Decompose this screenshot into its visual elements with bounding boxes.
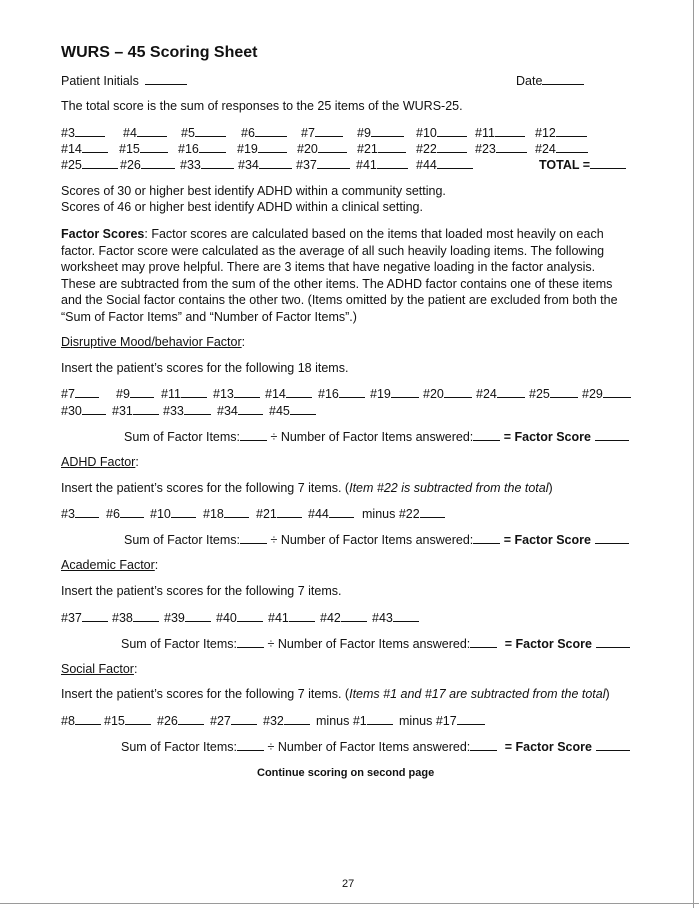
factor-item [112,610,159,626]
factor-item [263,713,310,729]
count-blank [473,532,500,544]
score-blank [437,141,467,153]
item-number: #20 [423,387,444,401]
total-item [475,125,525,141]
insert-text: Insert the patient’s scores for the following 7 items. ( [61,481,350,495]
divide-label: ÷ Number of Factor Items answered: [267,740,471,754]
factor-item [318,386,365,402]
score-blank [556,125,587,137]
item-number: #30 [61,404,82,418]
item-number: #38 [112,611,133,625]
factor-item [210,713,257,729]
adhd-factor-heading: ADHD Factor: [61,455,139,469]
mood-factor-heading: Disruptive Mood/behavior Factor: [61,335,246,349]
score-blank [497,386,525,398]
score-blank [371,125,404,137]
factor-item [106,506,144,522]
total-item [61,141,108,157]
score-blank [391,386,419,398]
factor-scores-text: : Factor scores are calculated based on the items that loaded most heavily on each [144,227,604,241]
score-blank [284,713,310,725]
item-number: #6 [106,507,120,521]
item-number: #16 [318,387,339,401]
adhd-factor-title: ADHD Factor [61,455,136,469]
score-blank [286,386,312,398]
divide-label: ÷ Number of Factor Items answered: [270,533,474,547]
minus-item: minus #22 [362,507,420,521]
score-blank [195,125,226,137]
item-number: #21 [256,507,277,521]
score-blank [120,506,144,518]
minus-item: minus #1 [316,714,367,728]
score-blank [231,713,257,725]
sum-label: Sum of Factor Items: [124,533,241,547]
item-number: #15 [119,142,140,156]
total-item [241,125,287,141]
total-item [61,157,118,173]
total-item [120,157,175,173]
factor-score-label: = Factor Score [503,430,591,444]
factor-item [372,610,419,626]
factor-item [116,386,154,402]
factor-item [61,403,106,419]
patient-initials-blank [145,73,187,85]
factor-item [164,610,211,626]
academic-factor-heading: Academic Factor: [61,558,159,572]
divide-label: ÷ Number of Factor Items answered: [267,637,471,651]
factor-item [268,610,315,626]
score-blank [420,506,445,518]
count-blank [470,739,497,751]
item-number: #7 [301,126,315,140]
total-item [61,125,105,141]
factor-scores-line: These are subtracted from the sum of the other items. The ADHD factor contains one of these items [61,276,613,291]
factor-item [362,506,445,522]
item-number: #10 [416,126,437,140]
score-blank [181,386,207,398]
score-blank [75,125,105,137]
item-number: #6 [241,126,255,140]
item-number: #26 [157,714,178,728]
score-blank [75,506,99,518]
item-number: #11 [475,126,495,140]
factor-item [269,403,316,419]
factor-item [265,386,312,402]
score-blank [185,610,211,622]
total-item [357,125,404,141]
sum-label: Sum of Factor Items: [121,637,238,651]
total-item [475,141,527,157]
cutoff-community: Scores of 30 or higher best identify ADHD within a community setting. [61,184,446,198]
score-blank [184,403,211,415]
factor-item [203,506,249,522]
item-number: #24 [476,387,497,401]
item-number: #15 [104,714,125,728]
insert-note: Items #1 and #17 are subtracted from the total [349,687,606,701]
item-number: #5 [181,126,195,140]
score-blank [82,157,118,169]
sum-label: Sum of Factor Items: [124,430,241,444]
factor-score-blank [595,532,629,544]
score-blank [171,506,196,518]
item-number: #19 [237,142,258,156]
score-blank [329,506,354,518]
score-blank [437,157,473,169]
item-number: #44 [416,158,437,172]
score-blank [238,403,263,415]
item-number: #16 [178,142,199,156]
total-item [356,157,408,173]
item-number: #14 [61,142,82,156]
page-title: WURS – 45 Scoring Sheet [61,44,258,61]
item-number: #24 [535,142,556,156]
factor-scores-heading: Factor Scores [61,227,145,241]
item-number: #25 [529,387,550,401]
total-blank [590,157,626,169]
item-number: #37 [61,611,82,625]
item-number: #9 [357,126,371,140]
factor-scores-line: factor. Factor score were calculated as the average of all such heavily loading items. The following [61,243,605,258]
factor-item [163,403,211,419]
score-blank [140,141,168,153]
factor-score-blank [596,636,630,648]
cutoff-clinical: Scores of 46 or higher best identify ADHD within a clinical setting. [61,200,423,214]
item-number: #13 [213,387,234,401]
sum-blank [237,739,264,751]
divide-label: ÷ Number of Factor Items answered: [270,430,474,444]
factor-item [217,403,263,419]
score-blank [130,386,154,398]
item-number: #37 [296,158,317,172]
total-item [357,141,406,157]
social-factor-heading: Social Factor: [61,662,138,676]
factor-item [529,386,578,402]
score-blank [141,157,175,169]
mood-factor-score-line [124,429,629,445]
mood-factor-insert: Insert the patient’s scores for the following 18 items. [61,361,349,375]
score-blank [290,403,316,415]
factor-item [161,386,207,402]
item-number: #8 [61,714,75,728]
item-number: #3 [61,507,75,521]
item-number: #40 [216,611,237,625]
score-blank [496,141,527,153]
score-blank [82,403,106,415]
score-blank [201,157,234,169]
score-blank [377,157,408,169]
factor-item [150,506,196,522]
factor-item [157,713,204,729]
patient-initials-field [61,73,187,89]
factor-scores-line: “Sum of Factor Items” and “Number of Factor Items”.) [61,310,357,324]
item-number: #31 [112,404,133,418]
item-number: #27 [210,714,231,728]
factor-item [61,713,101,729]
page-number: 27 [342,878,355,890]
total-item [416,157,473,173]
item-number: #10 [150,507,171,521]
sum-blank [237,636,264,648]
item-number: #21 [357,142,378,156]
adhd-factor-insert: Insert the patient’s scores for the following 7 items. (Item #22 is subtracted from the total) [61,481,553,495]
factor-item [61,386,99,402]
date-field [516,73,584,89]
item-number: #20 [297,142,318,156]
score-blank [603,386,631,398]
score-blank [258,141,287,153]
factor-scores-line [61,226,604,243]
score-blank [556,141,588,153]
total-item [296,157,350,173]
score-blank [237,610,263,622]
item-number: #25 [61,158,82,172]
item-number: #3 [61,126,75,140]
total-item [535,141,588,157]
score-blank [82,141,108,153]
factor-score-label: = Factor Score [503,533,591,547]
score-blank [259,157,292,169]
item-number: #32 [263,714,284,728]
factor-item [256,506,302,522]
score-blank [178,713,204,725]
item-number: #18 [203,507,224,521]
social-factor-insert: Insert the patient’s scores for the following 7 items. (Items #1 and #17 are subtracted from the total) [61,687,610,701]
factor-item [61,506,99,522]
item-number: #44 [308,507,329,521]
score-blank [75,713,101,725]
item-number: #26 [120,158,141,172]
count-blank [473,429,500,441]
insert-text: Insert the patient’s scores for the following 7 items. ( [61,687,350,701]
sum-label: Sum of Factor Items: [121,740,238,754]
score-blank [82,610,108,622]
item-number: #12 [535,126,556,140]
total-item [123,125,167,141]
total-item [180,157,234,173]
date-blank [542,73,584,85]
item-number: #11 [161,387,181,401]
score-blank [367,713,393,725]
total-item [178,141,226,157]
social-factor-score-line [121,739,630,755]
academic-factor-score-line [121,636,630,652]
factor-item [582,386,631,402]
factor-item [61,610,108,626]
total-item [297,141,347,157]
factor-scores-line: and the Social factor contains the other two. (Items omitted by the patient are excluded from both the [61,293,618,308]
patient-initials-label: Patient Initials [61,74,139,88]
score-blank [199,141,226,153]
factor-item [213,386,260,402]
score-blank [550,386,578,398]
item-number: #34 [217,404,238,418]
count-blank [470,636,497,648]
score-blank [457,713,485,725]
total-item [535,125,587,141]
sum-blank [240,429,267,441]
factor-score-blank [595,429,629,441]
total-item [119,141,168,157]
factor-item [320,610,367,626]
score-blank [133,403,159,415]
page-border-bottom [0,903,699,904]
factor-item [370,386,419,402]
item-number: #14 [265,387,286,401]
factor-item [104,713,151,729]
score-blank [255,125,287,137]
factor-item [476,386,525,402]
factor-scores-line: worksheet may prove helpful. There are 3 items that have negative loading in the factor analysis. [61,260,596,275]
item-number: #45 [269,404,290,418]
item-number: #23 [475,142,496,156]
factor-item [216,610,263,626]
social-factor-title: Social Factor [61,662,134,676]
item-number: #7 [61,387,75,401]
factor-item [308,506,354,522]
item-number: #34 [238,158,259,172]
continue-note: Continue scoring on second page [257,767,435,779]
total-intro: The total score is the sum of responses to the 25 items of the WURS-25. [61,99,463,113]
academic-factor-insert: Insert the patient’s scores for the following 7 items. [61,584,342,598]
score-blank [378,141,406,153]
score-blank [437,125,467,137]
total-item [301,125,343,141]
item-number: #9 [116,387,130,401]
factor-item [423,386,472,402]
item-number: #22 [416,142,437,156]
factor-item [399,713,485,729]
score-blank [495,125,525,137]
total-item [416,141,467,157]
score-blank [234,386,260,398]
adhd-factor-score-line [124,532,629,548]
minus-item: minus #17 [399,714,457,728]
item-number: #33 [180,158,201,172]
score-blank [393,610,419,622]
factor-score-blank [596,739,630,751]
date-label: Date [516,74,543,88]
total-item [238,157,292,173]
factor-score-label: = Factor Score [504,740,592,754]
score-blank [289,610,315,622]
insert-note: Item #22 is subtracted from the total [349,481,549,495]
score-blank [317,157,350,169]
score-blank [318,141,347,153]
sum-blank [240,532,267,544]
item-number: #29 [582,387,603,401]
page-border-right [693,0,694,908]
score-blank [125,713,151,725]
score-blank [339,386,365,398]
total-field [539,157,626,173]
score-blank [277,506,302,518]
score-blank [315,125,343,137]
total-item [237,141,287,157]
score-blank [75,386,99,398]
total-item [181,125,226,141]
item-number: #39 [164,611,185,625]
factor-item [316,713,393,729]
item-number: #43 [372,611,393,625]
academic-factor-title: Academic Factor [61,558,155,572]
item-number: #4 [123,126,137,140]
total-item [416,125,467,141]
score-blank [224,506,249,518]
factor-item [112,403,159,419]
item-number: #19 [370,387,391,401]
score-blank [444,386,472,398]
item-number: #33 [163,404,184,418]
mood-factor-title: Disruptive Mood/behavior Factor [61,335,242,349]
factor-score-label: = Factor Score [504,637,592,651]
total-label: TOTAL = [539,158,591,172]
item-number: #41 [268,611,289,625]
score-blank [137,125,167,137]
score-blank [341,610,367,622]
item-number: #42 [320,611,341,625]
score-blank [133,610,159,622]
item-number: #41 [356,158,377,172]
